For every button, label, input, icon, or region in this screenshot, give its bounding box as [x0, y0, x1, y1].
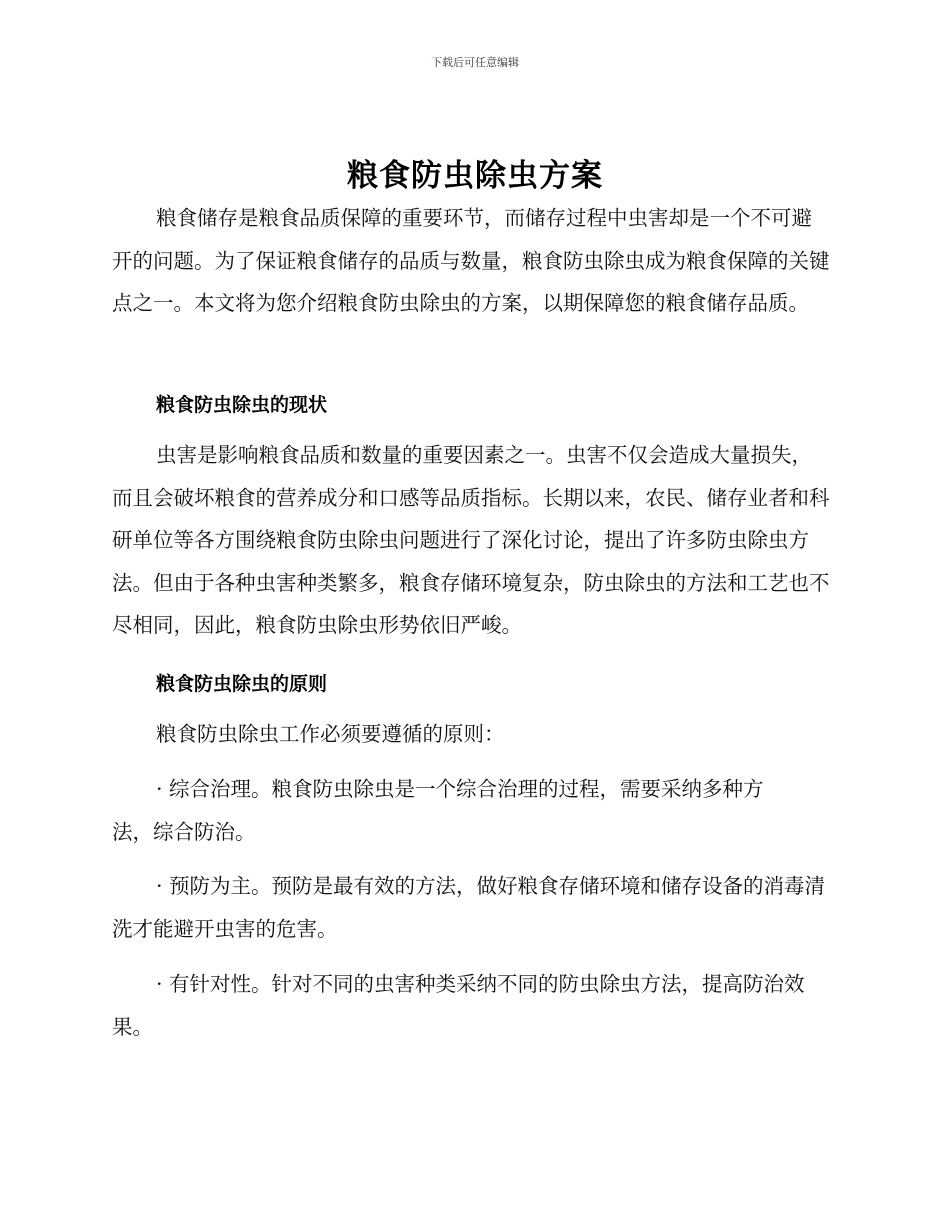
document-title: 粮食防虫除虫方案 — [347, 158, 603, 194]
intro-paragraph: 粮食储存是粮食品质保障的重要环节，而储存过程中虫害却是一个不可避开的问题。为了保证粮食储存的品质与数量，粮食防虫除虫成为粮食保障的关键点之一。本文将为您介绍粮食防虫除虫的方案，以期保障您的粮食储存品质。 — [112, 206, 830, 315]
section-heading-principles: 粮食防虫除虫的原则 — [156, 673, 328, 695]
section-heading-status: 粮食防虫除虫的现状 — [156, 394, 328, 416]
principles-lead: 粮食防虫除虫工作必须要遵循的原则： — [156, 722, 505, 746]
bullet-item: · 有针对性。针对不同的虫害种类采纳不同的防虫除虫方法，提高防治效果。 — [112, 972, 805, 1039]
bullet-item: · 预防为主。预防是最有效的方法，做好粮食存储环境和储存设备的消毒清洗才能避开虫害的危害。 — [112, 874, 826, 941]
status-paragraph: 虫害是影响粮食品质和数量的重要因素之一。虫害不仅会造成大量损失，而且会破坏粮食的营养成分和口感等品质指标。长期以来，农民、储存业者和科研单位等各方围绕粮食防虫除虫问题进行了深化讨论，提出了许多防虫除虫方法。但由于各种虫害种类繁多，粮食存储环境复杂，防虫除虫的方法和工艺也不尽相同，因此，粮食防虫除虫形势依旧严峻。 — [112, 443, 830, 637]
page-header-note: 下载后可任意编辑 — [431, 56, 519, 69]
bullet-item: · 综合治理。粮食防虫除虫是一个综合治理的过程，需要采纳多种方法，综合防治。 — [112, 777, 764, 844]
